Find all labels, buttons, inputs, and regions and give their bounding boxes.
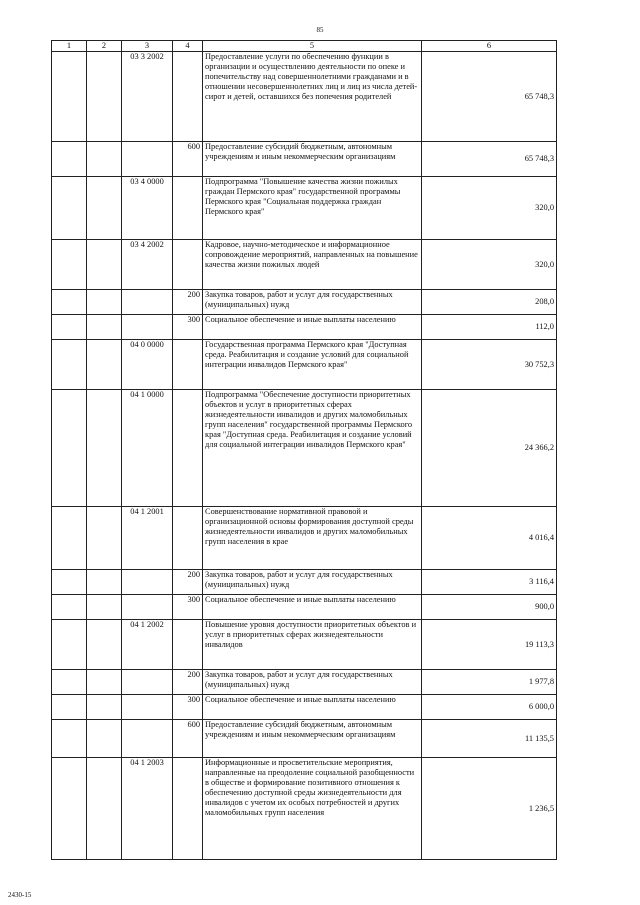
col1-cell [52,720,87,758]
col1-cell [52,620,87,670]
col2-cell [87,595,122,620]
column-header-2: 2 [87,41,122,52]
col1-cell [52,695,87,720]
column-header-4: 4 [173,41,203,52]
column-header-1: 1 [52,41,87,52]
col2-cell [87,507,122,570]
target-article-code [122,315,173,340]
col2-cell [87,720,122,758]
expense-type-code [173,620,203,670]
item-description: Предоставление услуги по обеспечению функции в организации и осуществлению деятельности по опеке и попечительству над совершеннолетними гражданами и в отношении несовершеннолетних лиц и лиц из числа детей-сирот и детей, оставшихся без попечения родителей [203,52,422,142]
expense-type-code [173,390,203,507]
table-row [52,620,557,670]
col2-cell [87,340,122,390]
amount-value: 1 236,5 [422,758,557,860]
table-row [52,142,557,177]
budget-table [51,40,557,860]
expense-type-code: 200 [173,570,203,595]
column-header-6: 6 [422,41,557,52]
col1-cell [52,340,87,390]
col1-cell [52,507,87,570]
expense-type-code: 300 [173,595,203,620]
col1-cell [52,390,87,507]
item-description: Закупка товаров, работ и услуг для государственных (муниципальных) нужд [203,670,422,695]
expense-type-code [173,507,203,570]
amount-value: 11 135,5 [422,720,557,758]
amount-value: 65 748,3 [422,52,557,142]
table-row [52,177,557,240]
table-row [52,390,557,507]
target-article-code: 04 1 2002 [122,620,173,670]
col1-cell [52,177,87,240]
target-article-code: 04 1 2001 [122,507,173,570]
col1-cell [52,240,87,290]
page-number: 85 [316,26,324,34]
table-row [52,758,557,860]
expense-type-code [173,340,203,390]
amount-value: 30 752,3 [422,340,557,390]
col1-cell [52,570,87,595]
col1-cell [52,52,87,142]
col1-cell [52,758,87,860]
amount-value: 112,0 [422,315,557,340]
table-row [52,507,557,570]
target-article-code [122,595,173,620]
item-description: Социальное обеспечение и иные выплаты населению [203,595,422,620]
column-header-5: 5 [203,41,422,52]
table-row [52,720,557,758]
target-article-code [122,570,173,595]
item-description: Закупка товаров, работ и услуг для государственных (муниципальных) нужд [203,290,422,315]
table-row [52,240,557,290]
col1-cell [52,142,87,177]
col2-cell [87,315,122,340]
target-article-code [122,695,173,720]
col2-cell [87,390,122,507]
table-row [52,595,557,620]
col2-cell [87,240,122,290]
amount-value: 320,0 [422,240,557,290]
expense-type-code: 600 [173,142,203,177]
expense-type-code [173,240,203,290]
column-header-3: 3 [122,41,173,52]
amount-value: 900,0 [422,595,557,620]
col2-cell [87,695,122,720]
amount-value: 3 116,4 [422,570,557,595]
item-description: Совершенствование нормативной правовой и организационной основы формирования доступной среды жизнедеятельности инвалидов и других маломобильных групп населения в крае [203,507,422,570]
expense-type-code: 300 [173,695,203,720]
target-article-code [122,290,173,315]
expense-type-code [173,52,203,142]
col2-cell [87,570,122,595]
table-row [52,315,557,340]
expense-type-code [173,758,203,860]
item-description: Кадровое, научно-методическое и информационное сопровождение мероприятий, направленных на повышение качества жизни пожилых людей [203,240,422,290]
col2-cell [87,142,122,177]
col2-cell [87,620,122,670]
item-description: Предоставление субсидий бюджетным, автономным учреждениям и иным некоммерческим организациям [203,720,422,758]
amount-value: 4 016,4 [422,507,557,570]
expense-type-code: 300 [173,315,203,340]
target-article-code [122,670,173,695]
table-row [52,290,557,315]
col1-cell [52,670,87,695]
item-description: Информационные и просветительские мероприятия, направленные на преодоление социальной разобщенности в обществе и формирование позитивного отношения к обеспечению доступной среды жизнедеятельности для инвалидов с учетом их особых потребностей и других маломобильных групп населения [203,758,422,860]
amount-value: 6 000,0 [422,695,557,720]
col1-cell [52,595,87,620]
amount-value: 320,0 [422,177,557,240]
col1-cell [52,290,87,315]
col2-cell [87,758,122,860]
target-article-code: 04 0 0000 [122,340,173,390]
item-description: Закупка товаров, работ и услуг для государственных (муниципальных) нужд [203,570,422,595]
budget-table-body [52,41,557,860]
col2-cell [87,177,122,240]
col2-cell [87,52,122,142]
target-article-code: 03 4 0000 [122,177,173,240]
col2-cell [87,670,122,695]
expense-type-code: 200 [173,290,203,315]
target-article-code: 04 1 2003 [122,758,173,860]
item-description: Социальное обеспечение и иные выплаты населению [203,315,422,340]
target-article-code: 04 1 0000 [122,390,173,507]
target-article-code [122,720,173,758]
expense-type-code [173,177,203,240]
table-row [52,570,557,595]
table-row [52,695,557,720]
expense-type-code: 200 [173,670,203,695]
item-description: Государственная программа Пермского края "Доступная среда. Реабилитация и создание условий для социальной интеграции инвалидов Пермского края" [203,340,422,390]
item-description: Предоставление субсидий бюджетным, автономным учреждениям и иным некоммерческим организациям [203,142,422,177]
amount-value: 1 977,8 [422,670,557,695]
target-article-code: 03 4 2002 [122,240,173,290]
table-row [52,670,557,695]
amount-value: 24 366,2 [422,390,557,507]
amount-value: 65 748,3 [422,142,557,177]
amount-value: 208,0 [422,290,557,315]
amount-value: 19 113,3 [422,620,557,670]
expense-type-code: 600 [173,720,203,758]
table-row [52,52,557,142]
footer-code: 2430-15 [8,891,32,899]
target-article-code [122,142,173,177]
item-description: Подпрограмма "Повышение качества жизни пожилых граждан Пермского края" государственной программы Пермского края "Социальная поддержка граждан Пермского края" [203,177,422,240]
table-row [52,340,557,390]
item-description: Подпрограмма "Обеспечение доступности приоритетных объектов и услуг в приоритетных сферах жизнедеятельности инвалидов и других маломобильных групп населения" государственной программы Пермского края "Доступная среда. Реабилитация и создание условий для социальной интеграции инвалидов Пермского края" [203,390,422,507]
col1-cell [52,315,87,340]
header-row [52,41,557,52]
item-description: Социальное обеспечение и иные выплаты населению [203,695,422,720]
col2-cell [87,290,122,315]
item-description: Повышение уровня доступности приоритетных объектов и услуг в приоритетных сферах жизнедеятельности инвалидов [203,620,422,670]
target-article-code: 03 3 2002 [122,52,173,142]
